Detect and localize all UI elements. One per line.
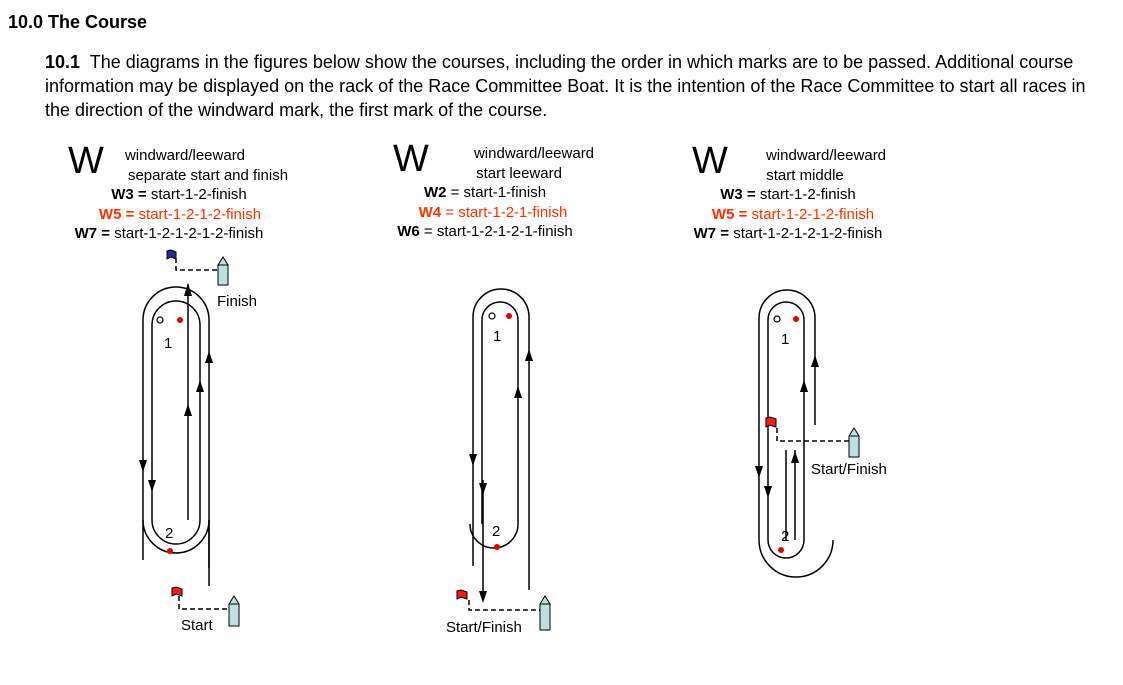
arrow-up-icon bbox=[791, 451, 799, 463]
arrow-up-icon bbox=[205, 351, 213, 363]
mark-label-1: 1 bbox=[781, 331, 790, 348]
committee-boat-icon bbox=[229, 596, 239, 626]
start-finish-label: Start/Finish bbox=[446, 619, 522, 636]
paragraph-text: The diagrams in the figures below show the courses, including the order in which marks are to be passed. Additional course information may be displayed on the rack of the Race Committee Boat. It is the intention of the Race Committee to start all races in the direction of the windward mark, the first mark of the course. bbox=[45, 52, 1086, 120]
arrow-up-icon bbox=[184, 283, 192, 296]
mark-label-1: 1 bbox=[164, 335, 173, 352]
offset-mark-icon bbox=[157, 317, 163, 323]
offset-mark-icon bbox=[489, 313, 495, 319]
offset-mark-icon bbox=[774, 316, 780, 322]
course-option: W5 = start-1-2-1-2-finish bbox=[98, 205, 262, 223]
course-option: W3 = start-1-2-finish bbox=[720, 186, 856, 203]
inner-track bbox=[152, 301, 200, 544]
course-option: W3 = start-1-2-finish bbox=[111, 186, 247, 203]
windward-mark-icon bbox=[506, 313, 512, 319]
start-flag-icon bbox=[457, 590, 467, 599]
course-option: W7 = start-1-2-1-2-1-2-finish bbox=[693, 225, 883, 242]
arrow-up-icon bbox=[800, 380, 808, 392]
course-diagram-1 bbox=[143, 258, 230, 609]
start-finish-label: Start/Finish bbox=[811, 461, 887, 478]
arrow-up-icon bbox=[184, 404, 192, 416]
windward-mark-icon bbox=[793, 316, 799, 322]
course-title: windward/leeward bbox=[765, 147, 887, 164]
finish-label: Finish bbox=[217, 293, 258, 310]
course-diagram-3 bbox=[759, 290, 850, 577]
mark-label-2: 2 bbox=[492, 523, 501, 540]
arrow-icons bbox=[755, 355, 819, 498]
arrow-down-icon bbox=[148, 480, 156, 492]
course-subtitle: start middle bbox=[766, 166, 844, 184]
course-option: W7 = start-1-2-1-2-1-2-finish bbox=[74, 225, 264, 242]
arrow-down-icon bbox=[764, 486, 772, 498]
course-option: W2 = start-1-finish bbox=[423, 184, 547, 201]
subsection-number: 10.1 bbox=[45, 52, 81, 72]
course-title: windward/leeward bbox=[124, 147, 246, 164]
course-option: W4 = start-1-2-1-finish bbox=[418, 203, 568, 221]
course-option: W5 = start-1-2-1-2-finish bbox=[711, 205, 875, 223]
leeward-mark-icon bbox=[778, 547, 784, 553]
arrow-up-icon bbox=[196, 380, 204, 392]
committee-boat-icon bbox=[218, 257, 228, 285]
course-letter: W bbox=[692, 140, 728, 182]
course-title: windward/leeward bbox=[473, 145, 595, 162]
windward-mark-icon bbox=[177, 317, 183, 323]
arrow-down-icon bbox=[139, 460, 147, 472]
course-letter: W bbox=[393, 138, 429, 180]
section-heading: 10.0 The Course bbox=[8, 12, 148, 32]
arrow-down-icon bbox=[469, 454, 477, 466]
start-flag-icon bbox=[172, 587, 182, 596]
course-option: W6 = start-1-2-1-2-1-finish bbox=[397, 223, 573, 240]
mark-label-2: 2 bbox=[165, 525, 174, 542]
arrow-icons bbox=[139, 283, 213, 492]
leeward-mark-icon bbox=[167, 548, 173, 554]
course-letter: W bbox=[68, 140, 104, 182]
start-label: Start bbox=[181, 617, 213, 634]
course-subtitle: separate start and finish bbox=[127, 166, 289, 184]
leeward-mark-icon bbox=[494, 544, 500, 550]
committee-boat-icon bbox=[849, 428, 859, 457]
finish-flag-icon bbox=[167, 250, 176, 259]
arrow-up-icon bbox=[514, 386, 522, 398]
committee-boat-icon bbox=[540, 596, 550, 630]
course-diagram-2 bbox=[469, 289, 545, 610]
arrow-down-icon bbox=[479, 483, 487, 495]
arrow-up-icon bbox=[525, 349, 533, 361]
arrow-down-icon bbox=[755, 466, 763, 478]
arrow-up-icon bbox=[811, 355, 819, 367]
start-flag-icon bbox=[766, 417, 776, 427]
arrow-down-icon bbox=[479, 591, 487, 603]
arrow-icons bbox=[469, 349, 533, 603]
mark-label-2: 2 bbox=[781, 528, 790, 545]
mark-label-1: 1 bbox=[493, 328, 502, 345]
course-subtitle: start leeward bbox=[476, 164, 562, 182]
